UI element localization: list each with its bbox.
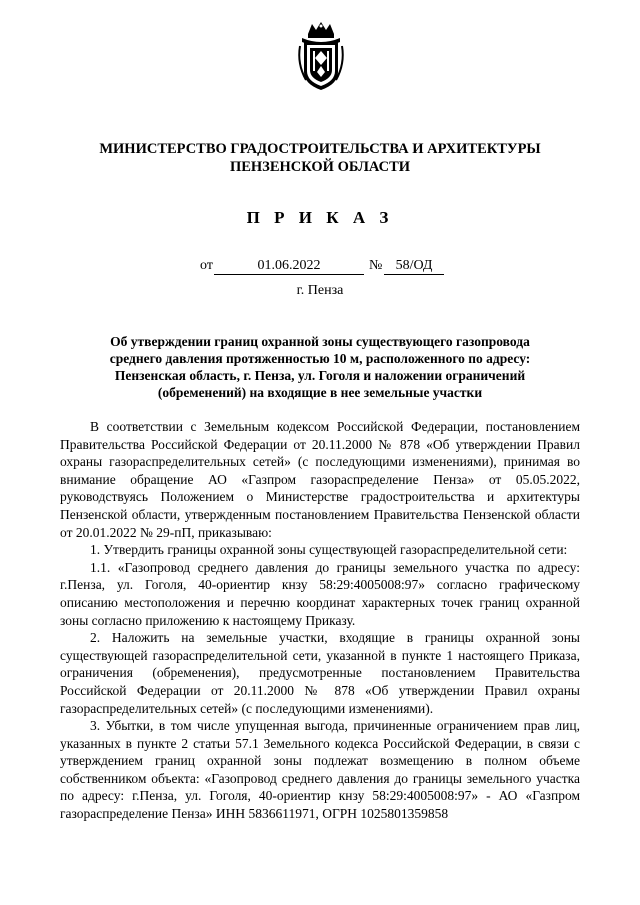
city-name: г. Пенза xyxy=(296,283,344,298)
clause-2: 2. Наложить на земельные участки, входящие в границы охранной зоны существующей газораспределительной сети, указанной в пункте 1 настоящего Приказа, ограничения (обременения), предусмотренные постановлением Правительства Российской Федерации от 20.11.2000 № 878 «Об утверждении Правил охраны газораспределительных сетей» (с последующими изменениями). xyxy=(60,630,580,716)
subject-line1: Об утверждении границ охранной зоны существующего газопровода xyxy=(110,334,530,349)
clause-3: 3. Убытки, в том числе упущенная выгода, причиненные ограничением прав лиц, указанных в пункте 2 статьи 57.1 Земельного кодекса Российской Федерации, в связи с утверждением границ охранной зоны подлежат возмещению в полном объеме собственником объекта: «Газопровод среднего давления до границы земельного участка по адресу: г.Пенза, ул. Гоголя, 40-ориентир кнзу 58:29:4005008:97» - АО «Газпром газораспределение Пенза» ИНН 5836611971, ОГРН 1025801359858 xyxy=(60,718,580,822)
order-subject xyxy=(90,333,550,401)
ministry-name-line2: ПЕНЗЕНСКОЙ ОБЛАСТИ xyxy=(229,159,411,175)
subject-line2: среднего давления протяженностью 10 м, расположенного по адресу: xyxy=(109,351,531,366)
clause-1-1: 1.1. «Газопровод среднего давления до границы земельного участка по адресу: г.Пенза, ул. Гоголя, 40-ориентир кнзу 58:29:4005008:97» согласно графическому описанию местоположения и перечню координат характерных точек границ охранной зоны согласно приложению к настоящему Приказу. xyxy=(60,559,580,628)
order-number: 58/ОД xyxy=(384,258,444,275)
subject-line4: (обременений) на входящие в нее земельные участки xyxy=(157,385,483,400)
date-from-label: от xyxy=(200,258,213,273)
order-number-label: № xyxy=(369,258,383,273)
order-body xyxy=(60,418,580,823)
preamble-paragraph: В соответствии с Земельным кодексом Российской Федерации, постановлением Правительства Российской Федерации от 20.11.2000 № 878 «Об утверждении Правил охраны газораспределительных сетей» (с последующими изменениями), принимая во внимание обращение АО «Газпром газораспределение Пенза» от 05.05.2022, руководствуясь Положением о Министерстве градостроительства и архитектуры Пензенской области, утвержденным постановлением Правительства Пензенской области от 20.01.2022 № 29-пП, приказываю: xyxy=(60,419,580,540)
coat-of-arms-emblem xyxy=(294,20,348,92)
clause-1: 1. Утвердить границы охранной зоны существующей газораспределительной сети: xyxy=(90,542,568,558)
subject-line3: Пензенская область, г. Пенза, ул. Гоголя и наложении ограничений xyxy=(114,368,526,383)
order-date: 01.06.2022 xyxy=(214,258,364,275)
order-title: П Р И К А З xyxy=(246,208,394,227)
ministry-name-line1: МИНИСТЕРСТВО ГРАДОСТРОИТЕЛЬСТВА И АРХИТЕКТУРЫ xyxy=(99,141,541,157)
